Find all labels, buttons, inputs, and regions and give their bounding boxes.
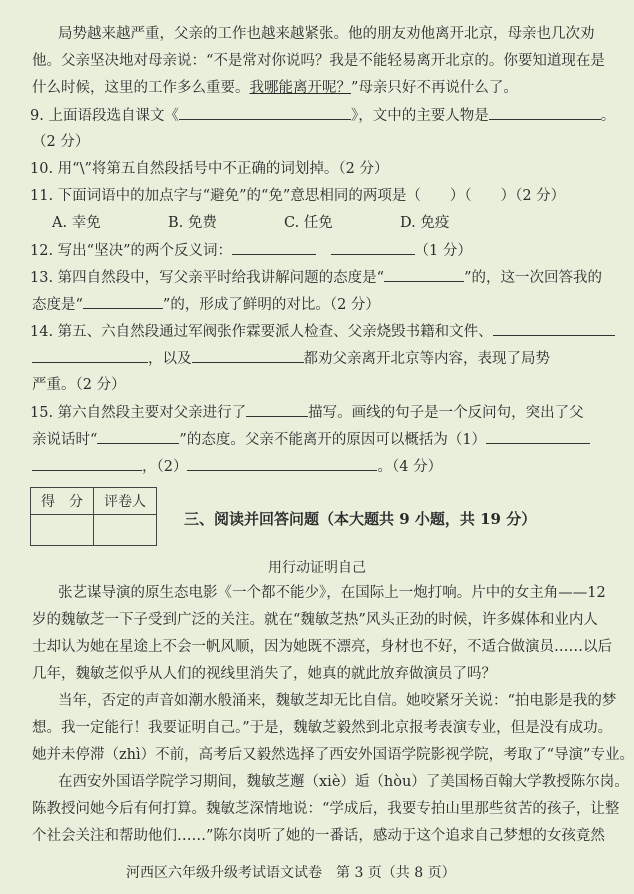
text: 都劝父亲离开北京等内容，表现了局势	[303, 351, 550, 367]
score-header: 得 分	[31, 488, 94, 515]
answer-blank[interactable]	[179, 105, 351, 120]
answer-blank[interactable]	[32, 348, 148, 363]
text: 态度是“	[32, 297, 83, 313]
passage-line: 陈教授问她今后有何打算。魏敏芝深情地说：“学成后，我要专拍山里那些贫苦的孩子，让整	[32, 801, 620, 817]
passage-line: 岁的魏敏芝一下子受到广泛的关注。就在“魏敏芝热”风头正劲的时候，许多媒体和业内人	[32, 612, 598, 628]
question-12	[30, 240, 472, 261]
answer-blank[interactable]	[489, 105, 601, 120]
text: （1 分）	[414, 243, 472, 259]
text: 14. 第五、六自然段通过军阀张作霖要派人检查、父亲烧毁书籍和文件、	[30, 324, 493, 340]
passage-line: 她并未停滞（zhì）不前，高考后又毅然选择了西安外国语学院影视学院，考取了“导演”专业。	[32, 747, 634, 763]
answer-blank[interactable]	[192, 348, 304, 363]
answer-blank[interactable]	[232, 240, 316, 255]
passage-title: 用行动证明自己	[268, 560, 366, 576]
question-15-cont	[32, 429, 590, 450]
question-14	[30, 321, 615, 342]
passage-line: 个社会关注和帮助他们……”陈尔岗听了她的一番话，感动于这个追求自己梦想的女孩竟然	[32, 828, 605, 844]
text: ，（2）	[142, 459, 188, 475]
score-table	[30, 487, 157, 546]
answer-blank[interactable]	[187, 456, 377, 471]
underlined-sentence: 我哪能离开呢？	[249, 80, 351, 96]
text: 描写。画线的句子是一个反问句，突出了父	[308, 405, 584, 421]
answer-blank[interactable]	[32, 456, 142, 471]
question-9	[30, 105, 615, 126]
question-11-options	[52, 213, 516, 233]
text: 12. 写出“坚决”的两个反义词：	[30, 243, 232, 259]
question-10: 10. 用“\”将第五自然段括号中不正确的词划掉。（2 分）	[30, 161, 389, 177]
question-13	[30, 267, 602, 288]
text: 15. 第六自然段主要对父亲进行了	[30, 405, 247, 421]
text: 。（4 分）	[377, 459, 443, 475]
question-15-end	[32, 456, 442, 477]
paragraph-line: 局势越来越严重，父亲的工作也越来越紧张。他的朋友劝他离开北京，母亲也几次劝	[58, 26, 595, 42]
text: 9. 上面语段选自课文《	[30, 108, 179, 124]
option-b[interactable]: B. 免费	[168, 215, 217, 231]
text: ，以及	[148, 351, 192, 367]
question-14-cont	[32, 348, 550, 369]
paragraph-line: 他。父亲坚决地对母亲说：“不是常对你说吗？我是不能轻易离开北京的。你要知道现在是	[32, 53, 605, 69]
passage-line: 当年，否定的声音如潮水般涌来，魏敏芝却无比自信。她咬紧牙关说：“拍电影是我的梦	[58, 693, 617, 709]
option-a[interactable]: A. 幸免	[52, 215, 101, 231]
answer-blank[interactable]	[486, 429, 590, 444]
text: ”的，形成了鲜明的对比。（2 分）	[162, 297, 380, 313]
grader-cell[interactable]	[94, 515, 157, 546]
option-c[interactable]: C. 任免	[284, 215, 333, 231]
answer-blank[interactable]	[246, 402, 308, 417]
question-13-cont	[32, 294, 380, 315]
text: 》，文中的主要人物是	[350, 108, 489, 124]
passage-line: 张艺谋导演的原生态电影《一个都不能少》，在国际上一炮打响。片中的女主角——12	[58, 585, 606, 601]
passage-line: 在西安外国语学院学习期间，魏敏芝邂（xiè）逅（hòu）了美国杨百翰大学教授陈尔岗。	[58, 774, 629, 790]
answer-blank[interactable]	[331, 240, 415, 255]
answer-blank[interactable]	[493, 321, 615, 336]
text: 亲说话时“	[32, 432, 98, 448]
page-footer: 河西区六年级升级考试语文试卷 第 3 页（共 8 页）	[126, 865, 456, 881]
grader-header: 评卷人	[94, 488, 157, 515]
section-title: 三、阅读并回答问题（本大题共 9 小题，共 19 分）	[184, 510, 537, 528]
answer-blank[interactable]	[83, 294, 163, 309]
text: ”的态度。父亲不能离开的原因可以概括为（1）	[179, 432, 487, 448]
text: ”母亲只好不再说什么了。	[351, 80, 518, 96]
question-9-score: （2 分）	[32, 134, 90, 150]
text: ”的，这一次回答我的	[464, 270, 603, 286]
option-d[interactable]: D. 免疫	[400, 215, 450, 231]
score-cell[interactable]	[31, 515, 94, 546]
text: 什么时候，这里的工作多么重要。	[32, 80, 250, 96]
question-15	[30, 402, 584, 423]
text: 。	[600, 108, 616, 124]
text: 13. 第四自然段中，写父亲平时给我讲解问题的态度是“	[30, 270, 385, 286]
passage-line: 想。我一定能行！我要证明自己。”于是，魏敏芝毅然到北京报考表演专业，但是没有成功。	[32, 720, 613, 736]
passage-line: 几年，魏敏芝似乎从人们的视线里消失了，她真的就此放弃做演员了吗？	[32, 666, 496, 682]
passage-line: 士却认为她在星途上不会一帆风顺，因为她既不漂亮，身材也不好，不适合做演员……以后	[32, 639, 612, 655]
answer-blank[interactable]	[384, 267, 464, 282]
paragraph-line	[32, 78, 518, 98]
question-14-end: 严重。（2 分）	[32, 377, 126, 393]
question-11: 11. 下面词语中的加点字与“避免”的“免”意思相同的两项是（ ）（ ）（2 分）	[30, 188, 566, 204]
answer-blank[interactable]	[97, 429, 179, 444]
